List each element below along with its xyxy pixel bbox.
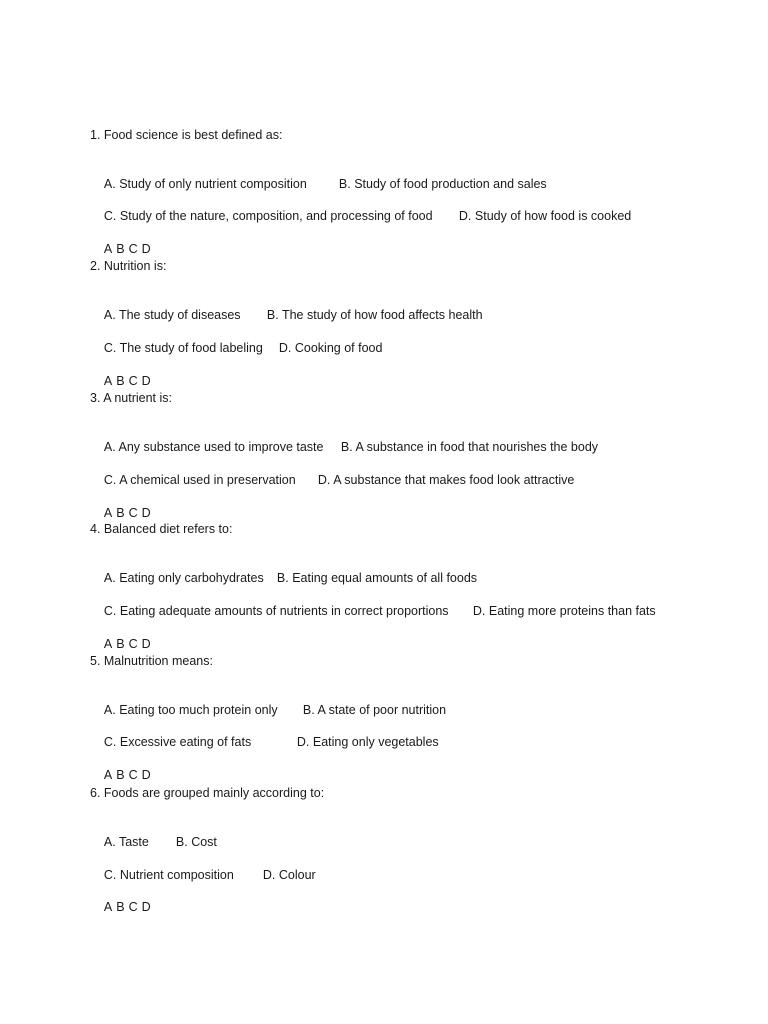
answer-choice-a: A [103,374,113,388]
question-6-answer-choices [90,883,155,931]
question-1-option-a: A. Study of only nutrient composition [103,177,307,191]
answer-choice-b: B [116,768,125,782]
question-4-options-row-2 [90,587,656,635]
question-2-option-c: C. The study of food labeling [103,341,263,355]
answer-choice-a: A [103,637,113,651]
question-4-option-a: A. Eating only carbohydrates [103,571,264,585]
question-1-stem: 1. Food science is best defined as: [90,128,283,142]
answer-choice-d: D [141,900,151,914]
question-3-option-c: C. A chemical used in preservation [103,473,296,487]
answer-choice-b: B [116,506,125,520]
question-4-option-d: D. Eating more proteins than fats [472,604,656,618]
answer-choice-c: C [128,900,138,914]
question-4-option-c: C. Eating adequate amounts of nutrients in correct proportions [103,604,449,618]
question-6-stem: 6. Foods are grouped mainly according to: [90,786,325,800]
answer-choice-d: D [141,374,151,388]
question-3-option-a: A. Any substance used to improve taste [103,440,324,454]
answer-choice-b: B [116,242,125,256]
question-5-stem: 5. Malnutrition means: [90,654,213,668]
question-1-option-d: D. Study of how food is cooked [458,209,632,223]
question-3-option-d: D. A substance that makes food look attractive [317,473,575,487]
answer-choice-d: D [141,506,151,520]
question-5-option-b: B. A state of poor nutrition [302,703,447,717]
answer-choice-c: C [128,768,138,782]
answer-choice-d: D [141,768,151,782]
answer-choice-d: D [141,637,151,651]
question-3-stem: 3. A nutrient is: [90,391,172,405]
question-5-option-a: A. Eating too much protein only [103,703,278,717]
question-6-option-d: D. Colour [262,868,316,882]
answer-choice-b: B [116,637,125,651]
question-2-option-a: A. The study of diseases [103,308,241,322]
answer-choice-c: C [128,374,138,388]
question-2-stem: 2. Nutrition is: [90,259,167,273]
answer-choice-a: A [103,768,113,782]
question-4-option-b: B. Eating equal amounts of all foods [276,571,478,585]
answer-choice-c: C [128,242,138,256]
question-3-option-b: B. A substance in food that nourishes the body [340,440,599,454]
question-5-option-d: D. Eating only vegetables [296,735,439,749]
answer-choice-c: C [128,637,138,651]
question-6-option-a: A. Taste [103,835,149,849]
answer-choice-a: A [103,900,113,914]
answer-choice-a: A [103,242,113,256]
answer-choice-a: A [103,506,113,520]
question-2-option-d: D. Cooking of food [278,341,383,355]
question-5-option-c: C. Excessive eating of fats [103,735,252,749]
question-1-option-c: C. Study of the nature, composition, and processing of food [103,209,433,223]
answer-choice-b: B [116,374,125,388]
question-2-option-b: B. The study of how food affects health [266,308,483,322]
question-1-option-b: B. Study of food production and sales [338,177,547,191]
answer-choice-b: B [116,900,125,914]
answer-choice-d: D [141,242,151,256]
question-6-option-c: C. Nutrient composition [103,868,234,882]
question-3-options-row-2 [90,456,574,504]
question-6-option-b: B. Cost [175,835,217,849]
question-4-stem: 4. Balanced diet refers to: [90,522,233,536]
answer-choice-c: C [128,506,138,520]
question-1-options-row-2 [90,192,631,240]
